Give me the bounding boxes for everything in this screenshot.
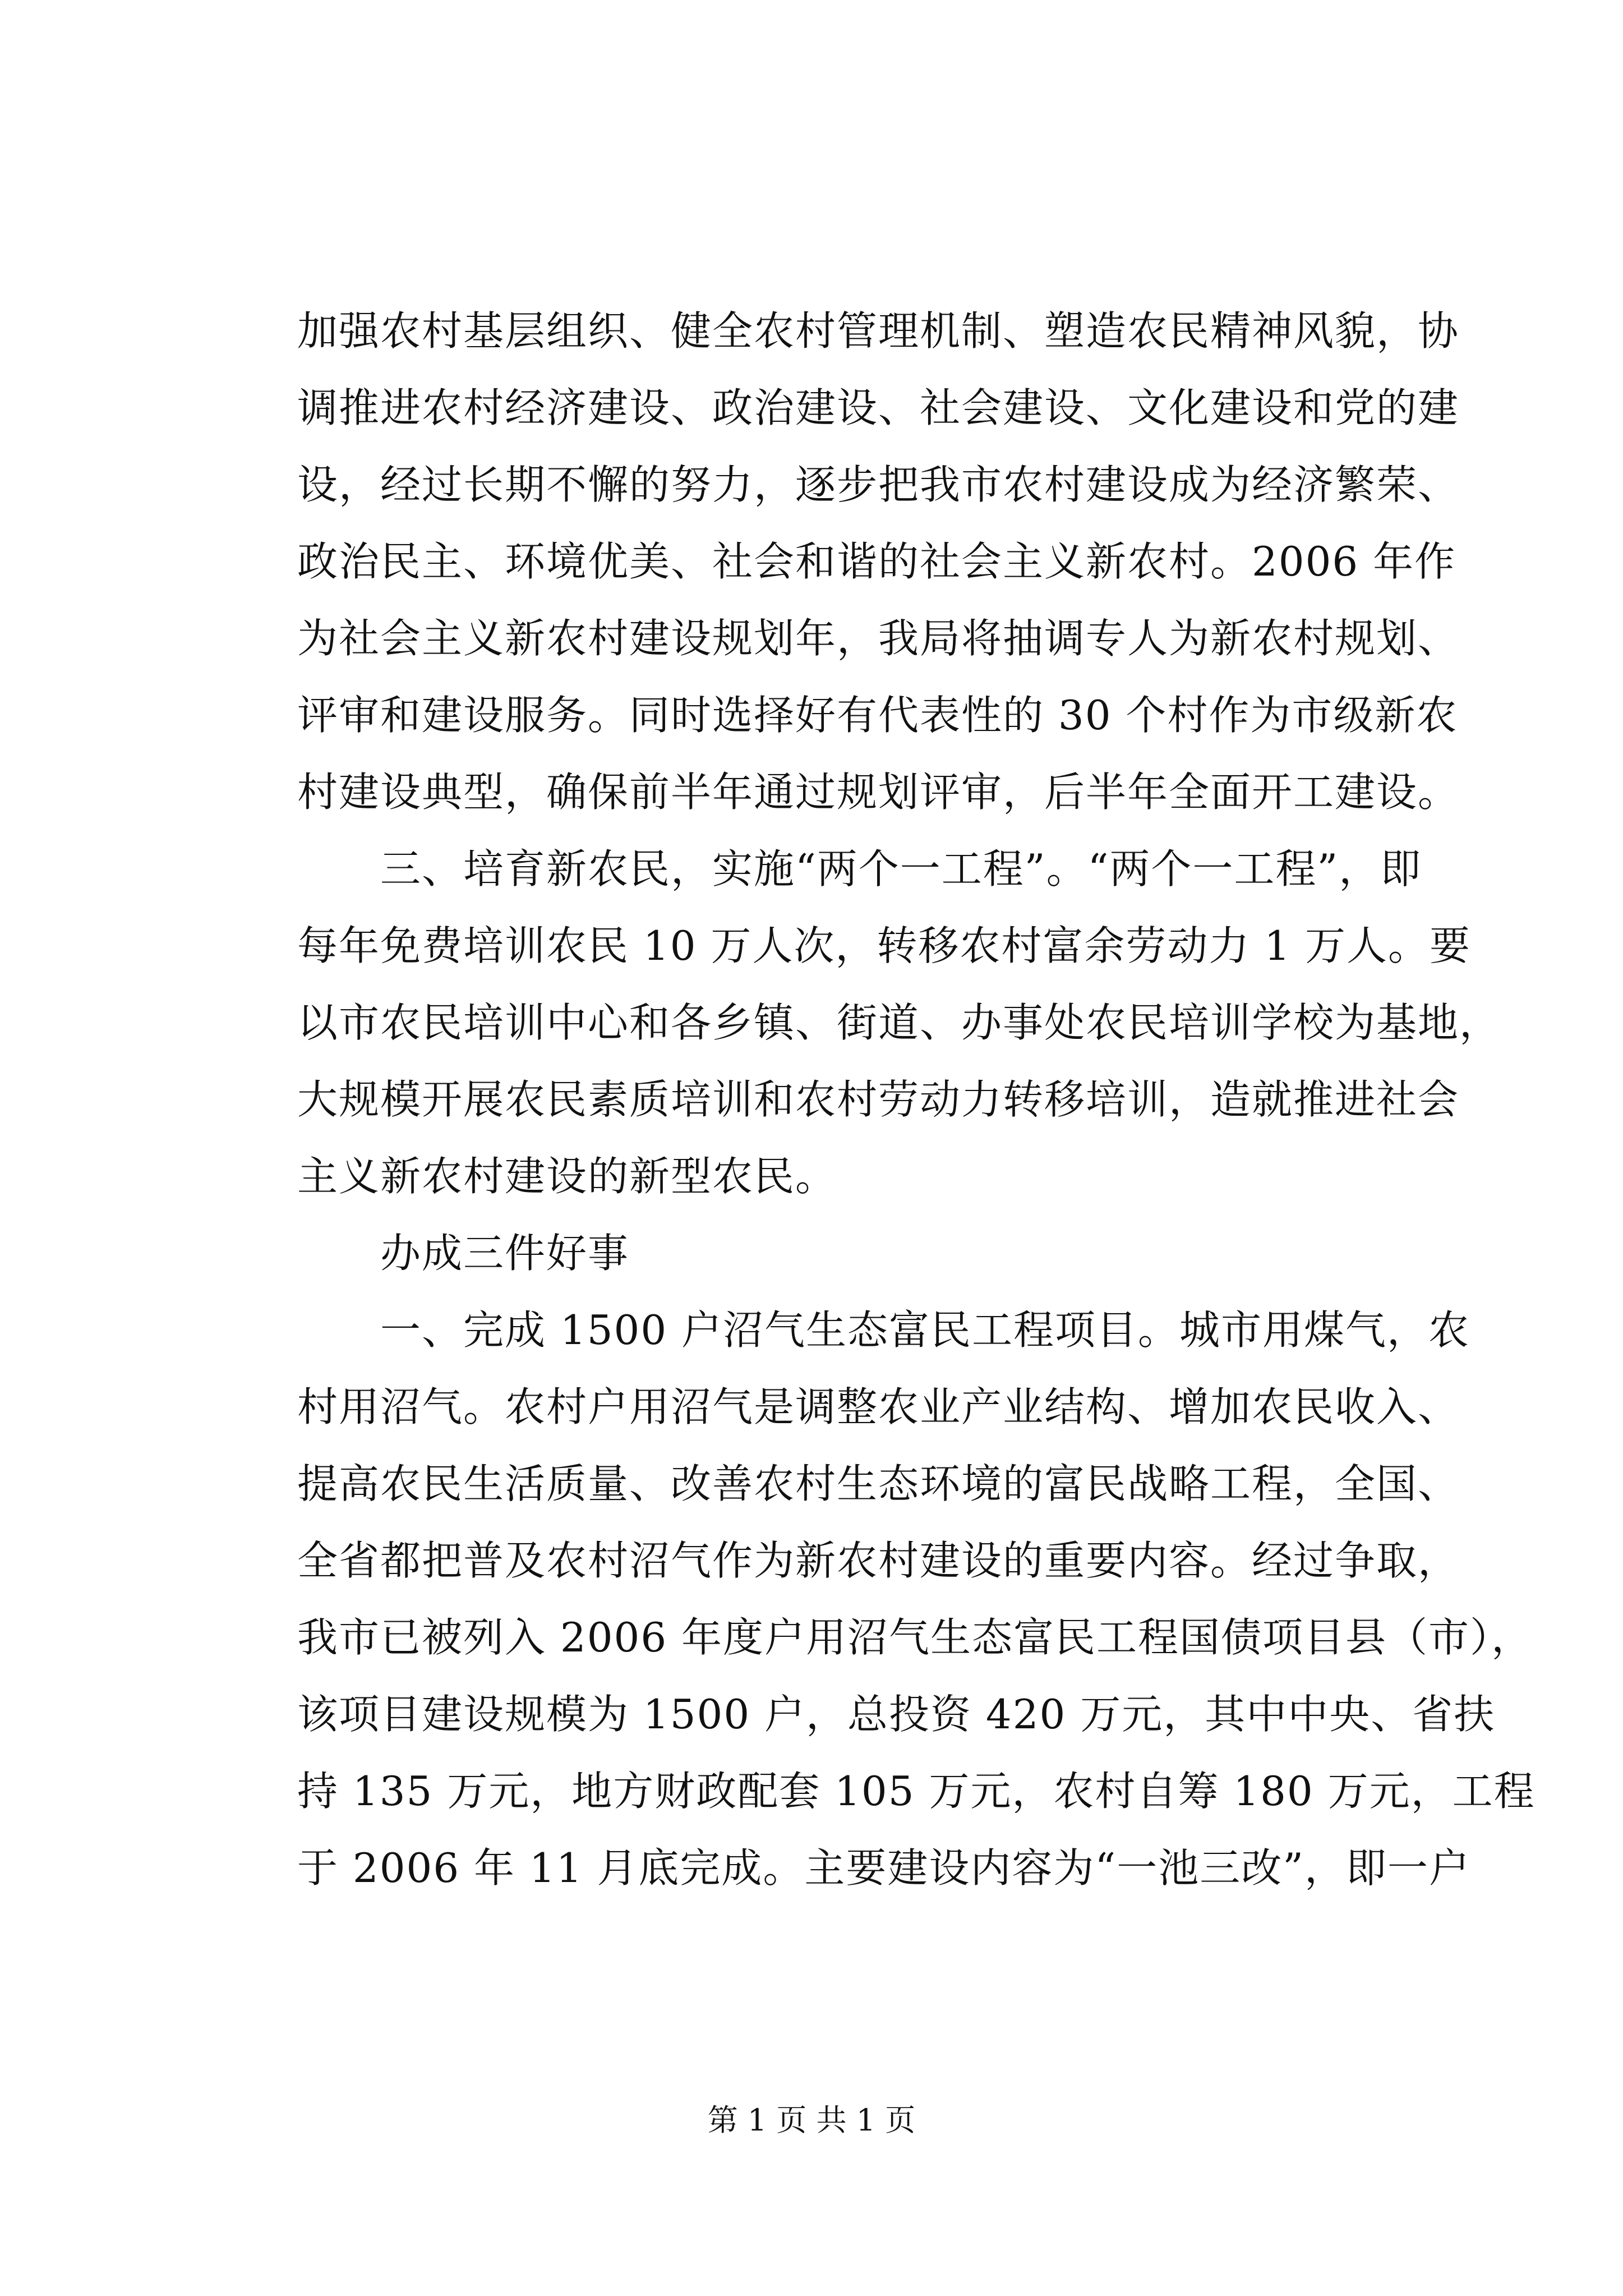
text-line: 提高农民生活质量、改善农村生态环境的富民战略工程，全国、 (297, 1460, 1460, 1507)
text-line: 调推进农村经济建设、政治建设、社会建设、文化建设和党的建 (297, 384, 1460, 431)
text-line: 我市已被列入 2006 年度户用沼气生态富民工程国债项目县（市）， (297, 1614, 1533, 1661)
text-line: 评审和建设服务。同时选择好有代表性的 30 个村作为市级新农 (297, 692, 1458, 739)
text-line: 加强农村基层组织、健全农村管理机制、塑造农民精神风貌，协 (297, 307, 1460, 355)
text-line: 以市农民培训中心和各乡镇、街道、办事处农民培训学校为基地， (297, 999, 1501, 1046)
text-line: 村建设典型，确保前半年通过规划评审，后半年全面开工建设。 (297, 769, 1460, 816)
text-line: 为社会主义新农村建设规划年，我局将抽调专人为新农村规划、 (297, 615, 1460, 662)
text-line: 一、完成 1500 户沼气生态富民工程项目。城市用煤气，农 (297, 1306, 1470, 1354)
text-line: 村用沼气。农村户用沼气是调整农业产业结构、增加农民收入、 (297, 1383, 1460, 1430)
text-line: 主义新农村建设的新型农民。 (297, 1153, 837, 1200)
text-line: 持 135 万元，地方财政配套 105 万元，农村自筹 180 万元，工程 (297, 1768, 1536, 1815)
text-line: 设，经过长期不懈的努力，逐步把我市农村建设成为经济繁荣、 (297, 461, 1460, 508)
text-line: 于 2006 年 11 月底完成。主要建设内容为“一池三改”，即一户 (297, 1844, 1471, 1892)
text-line: 每年免费培训农民 10 万人次，转移农村富余劳动力 1 万人。要 (297, 922, 1471, 969)
section-heading: 办成三件好事 (297, 1230, 630, 1277)
text-line: 该项目建设规模为 1500 户，总投资 420 万元，其中中央、省扶 (297, 1691, 1496, 1738)
text-line: 三、培育新农民，实施“两个一工程”。“两个一工程”，即 (297, 845, 1422, 892)
text-line: 大规模开展农民素质培训和农村劳动力转移培训，造就推进社会 (297, 1076, 1460, 1123)
text-line: 政治民主、环境优美、社会和谐的社会主义新农村。2006 年作 (297, 538, 1456, 585)
page-footer: 第 1 页 共 1 页 (707, 2102, 916, 2138)
text-line: 全省都把普及农村沼气作为新农村建设的重要内容。经过争取， (297, 1537, 1460, 1584)
